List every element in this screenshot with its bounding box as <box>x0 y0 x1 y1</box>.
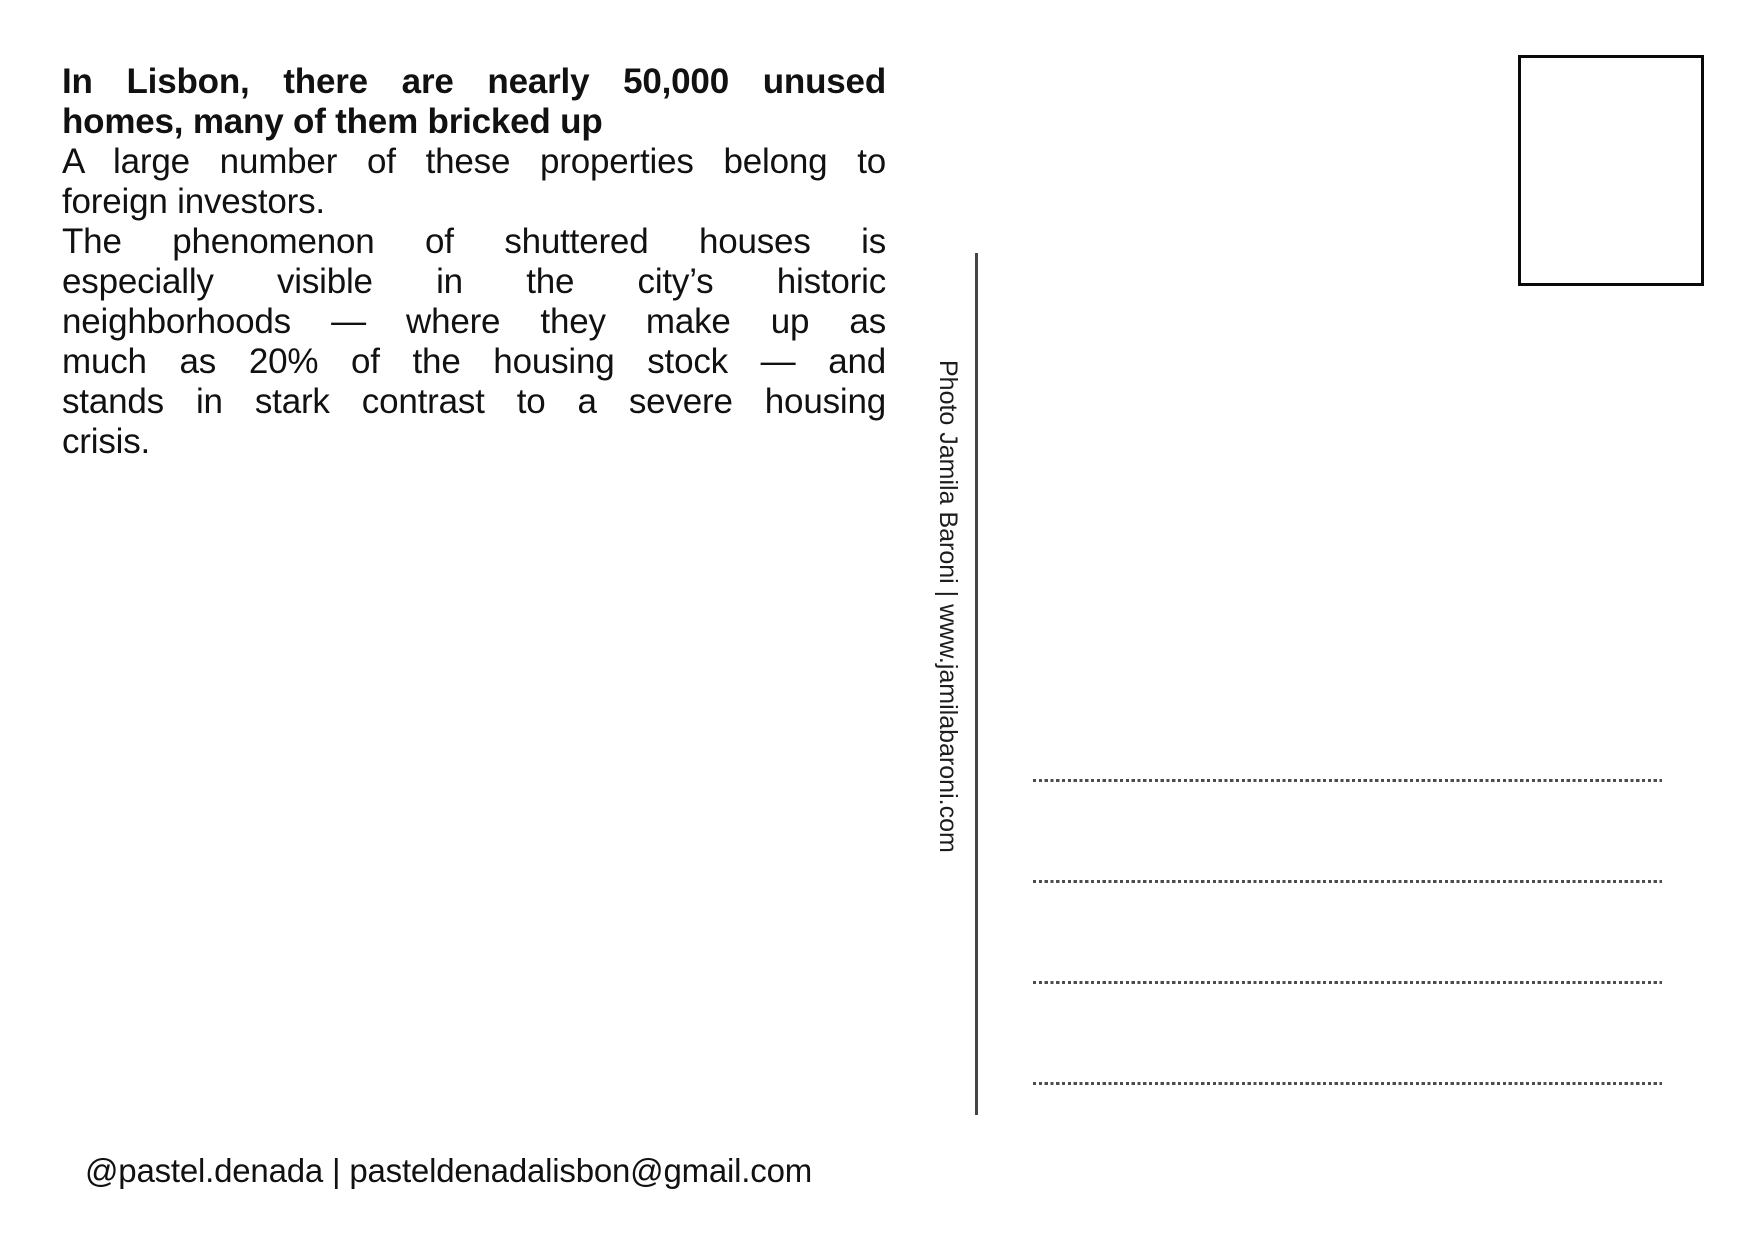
message-body-line: The phenomenon of shuttered houses is <box>62 222 886 261</box>
message-body-line: neighborhoods — where they make up as <box>62 302 886 341</box>
message-block <box>62 62 886 462</box>
message-heading-line: homes, many of them bricked up <box>62 102 603 141</box>
message-body-line: foreign investors. <box>62 182 325 221</box>
message-body-line: stands in stark contrast to a severe housing <box>62 382 886 421</box>
message-body-line: crisis. <box>62 422 151 461</box>
address-dotted-line <box>1033 1082 1662 1085</box>
message-body-line: much as 20% of the housing stock — and <box>62 342 886 381</box>
address-dotted-line <box>1033 880 1662 883</box>
message-heading-line: In Lisbon, there are nearly 50,000 unused <box>62 62 886 101</box>
vertical-divider <box>975 253 978 1115</box>
photo-credit: Photo Jamila Baroni | www.jamilabaroni.com <box>934 360 962 853</box>
message-body-line: especially visible in the city’s historic <box>62 262 886 301</box>
address-dotted-line <box>1033 981 1662 984</box>
contact-footer: @pastel.denada | pasteldenadalisbon@gmail.com <box>85 1152 813 1189</box>
address-dotted-line <box>1033 779 1662 782</box>
message-body-line: A large number of these properties belong to <box>62 142 886 181</box>
stamp-box <box>1518 55 1704 286</box>
